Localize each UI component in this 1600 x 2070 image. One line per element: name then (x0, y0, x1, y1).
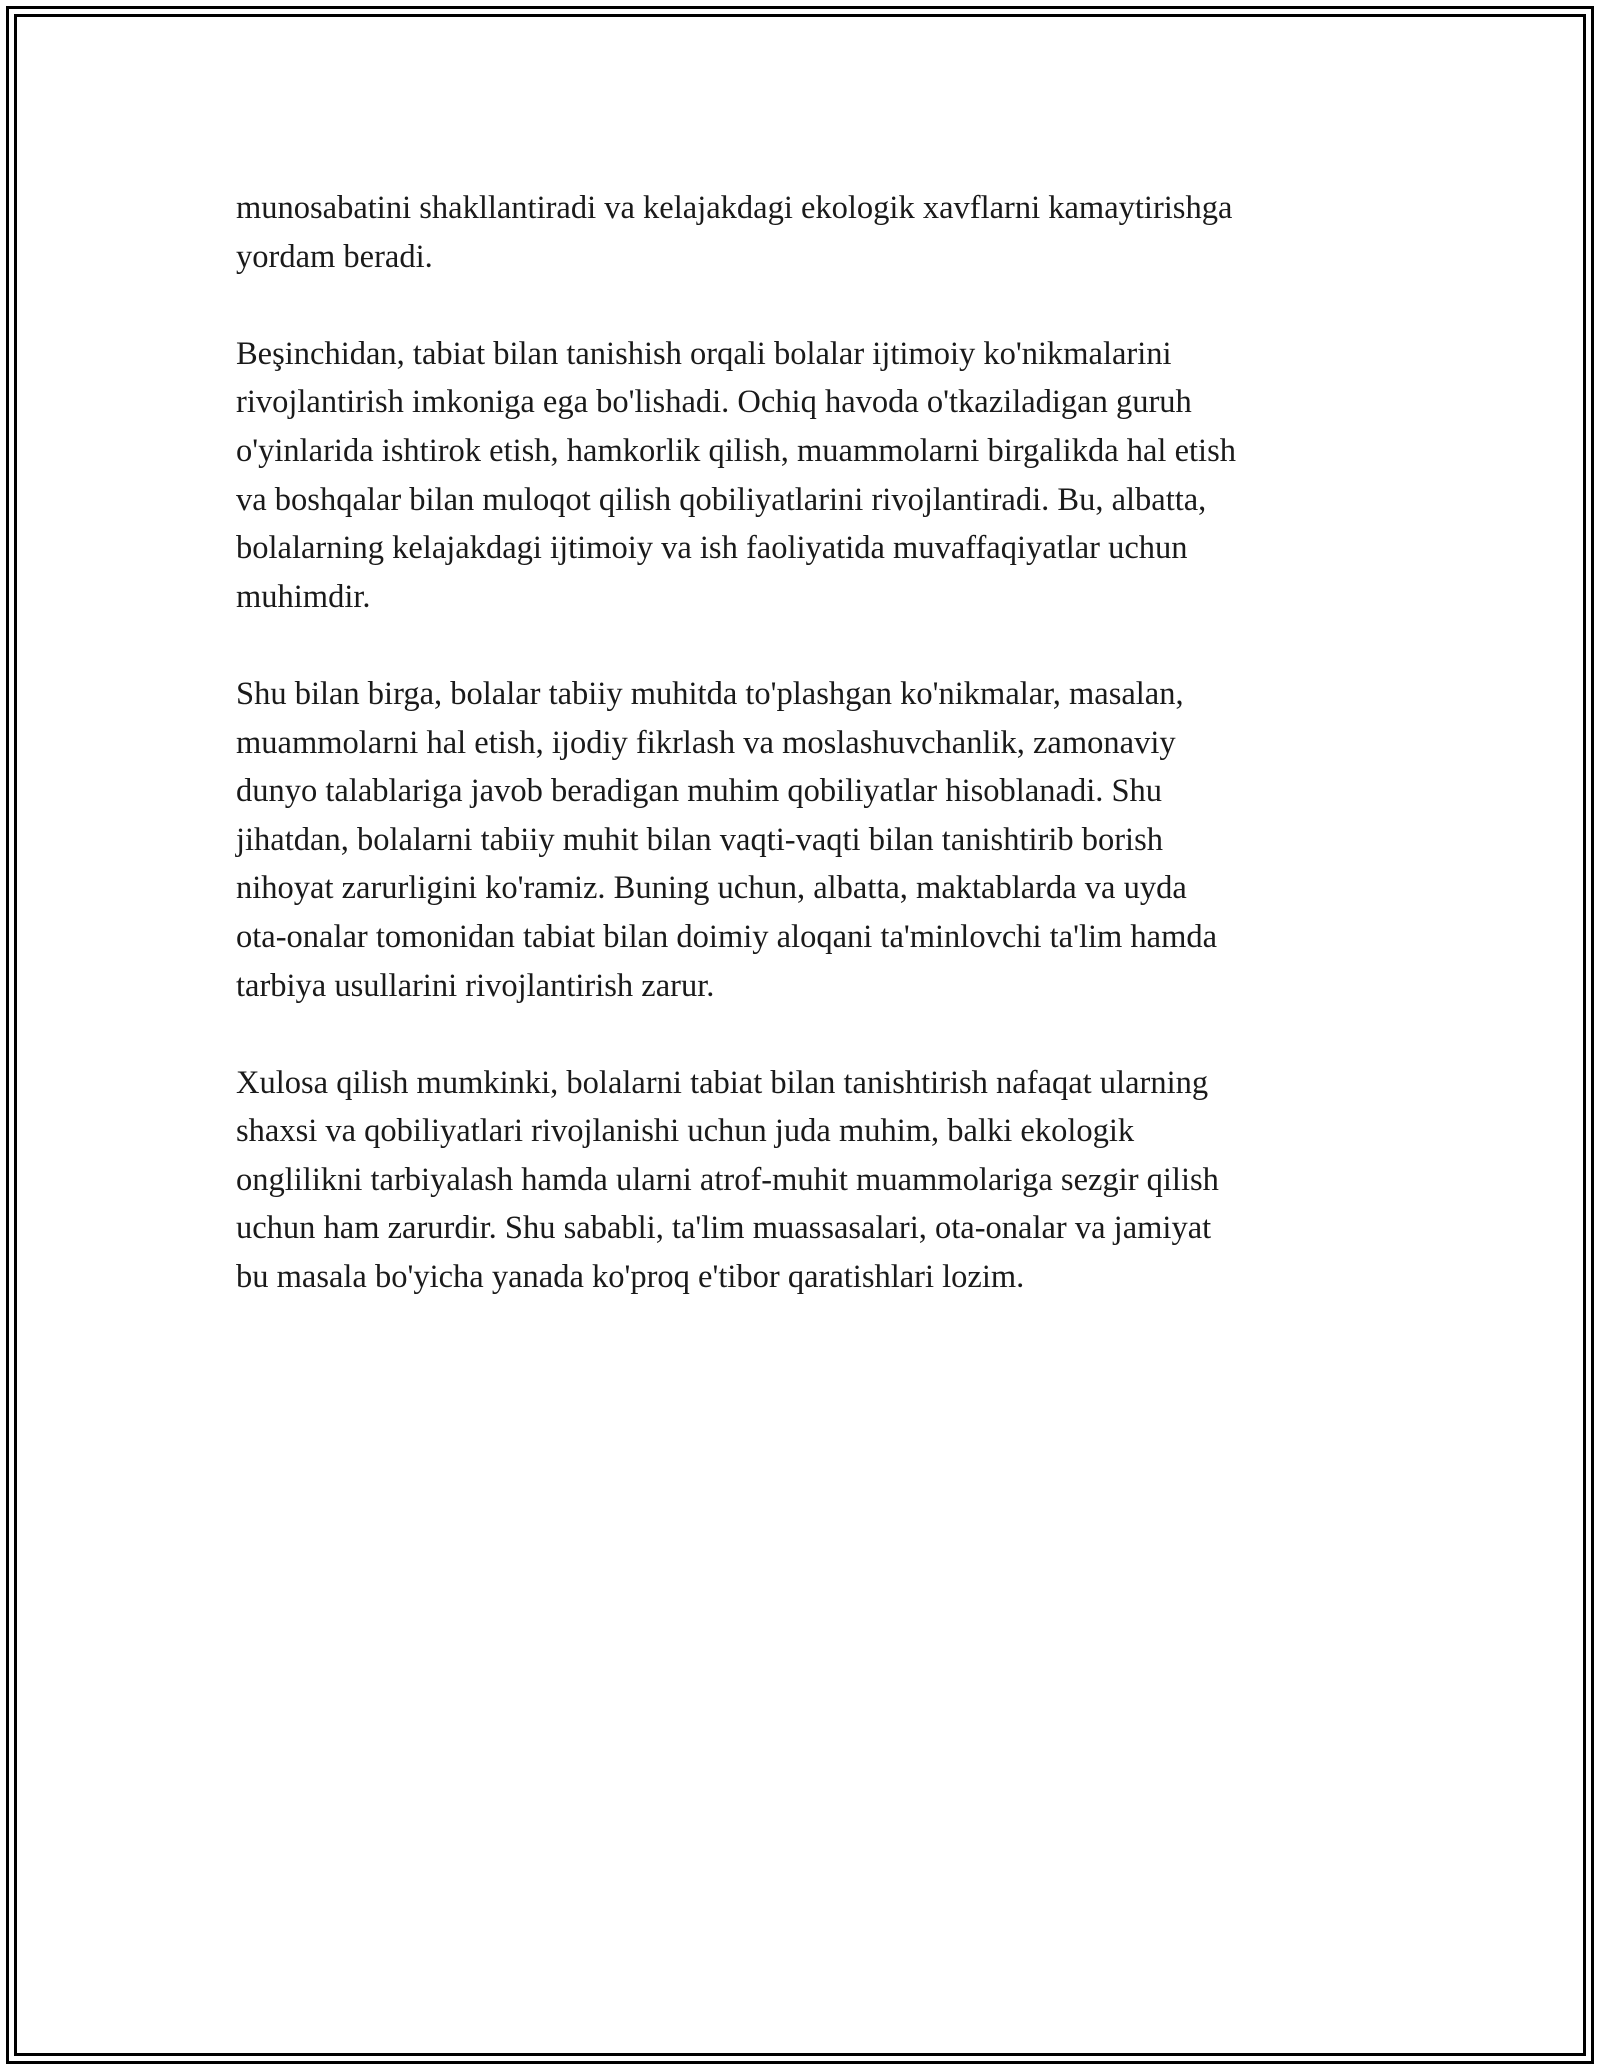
document-body (236, 184, 1396, 1350)
paragraph-2: Beşinchidan, tabiat bilan tanishish orqali bolalar ijtimoiy ko'nikmalarini rivojlantirish imkoniga ega bo'lishadi. Ochiq havoda o'tkaziladigan guruh o'yinlarida ishtirok etish, hamkorlik qilish, muammolarni birgalikda hal etish va boshqalar bilan muloqot qilish qobiliyatlarini rivojlantiradi. Bu, albatta, bolalarning kelajakdagi ijtimoiy va ish faoliyatida muvaffaqiyatlar uchun muhimdir. (236, 335, 1236, 615)
paragraph-1: munosabatini shakllantiradi va kelajakdagi ekologik xavflarni kamaytirishga yordam beradi. (236, 190, 1233, 275)
paragraph-3: Shu bilan birga, bolalar tabiiy muhitda to'plashgan ko'nikmalar, masalan, muammolarni hal etish, ijodiy fikrlash va moslashuvchanlik, zamonaviy dunyo talablariga javob beradigan muhim qobiliyatlar hisoblanadi. Shu jihatdan, bolalarni tabiiy muhit bilan vaqti-vaqti bilan tanishtirib borish nihoyat zarurligini ko'ramiz. Buning uchun, albatta, maktablarda va uyda ota-onalar tomonidan tabiat bilan doimiy aloqani ta'minlovchi ta'lim hamda tarbiya usullarini rivojlantirish zarur. (236, 675, 1218, 1004)
paragraph-4: Xulosa qilish mumkinki, bolalarni tabiat bilan tanishtirish nafaqat ularning shaxsi va qobiliyatlari rivojlanishi uchun juda muhim, balki ekologik onglilikni tarbiyalash hamda ularni atrof-muhit muammolariga sezgir qilish uchun ham zarurdir. Shu sababli, ta'lim muassasalari, ota-onalar va jamiyat bu masala bo'yicha yanada ko'proq e'tibor qaratishlari lozim. (236, 1064, 1219, 1296)
